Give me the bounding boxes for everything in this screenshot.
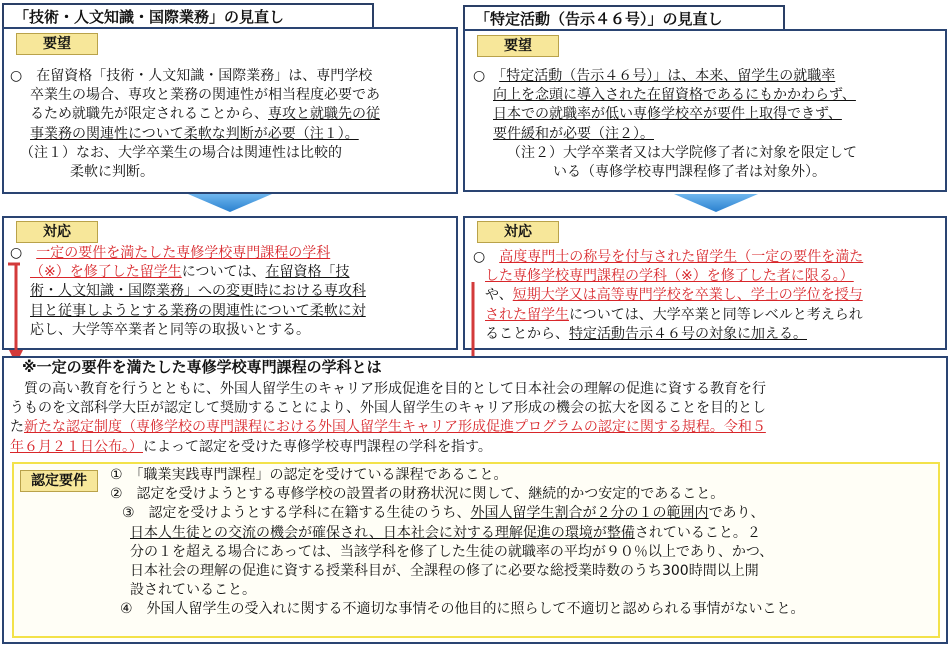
requirement-item-3c: であり、 — [708, 505, 765, 522]
right-response-tag: 対応 — [477, 221, 559, 243]
requirement-item-3h: 設されていること。 — [130, 582, 256, 599]
left-request-note: （注１）なお、大学卒業生の場合は関連性は比較的 — [20, 144, 342, 161]
left-response-line-5: 応し、大学等卒業者と同等の取扱いとする。 — [30, 321, 310, 338]
left-response-line-2b: については、 — [181, 264, 266, 281]
right-request-line-1: 「特定活動（告示４６号）」は、本来、留学生の就職率 — [499, 68, 836, 84]
left-response-box — [2, 216, 458, 350]
right-response-line-5a: ることから、 — [485, 325, 569, 342]
requirement-item-3d: 日本人生徒との交流の機会が確保され、日本社会に対する理解促進の環境が整備 — [130, 524, 635, 541]
right-response-line-5b: 特定活動告示４６号の対象に加える。 — [569, 325, 807, 342]
right-title: 「特定活動（告示４６号）」の見直し — [463, 5, 785, 29]
left-response-bullet: ○ — [10, 245, 37, 261]
requirement-item-4: ④ 外国人留学生の受入れに関する不適切な事情その他目的に照らして不適切と認められる事情がないこと。 — [120, 601, 805, 618]
right-request-bullet: ○ — [473, 68, 500, 84]
left-response-tag: 対応 — [16, 221, 98, 243]
requirements-tag: 認定要件 — [20, 470, 98, 492]
definition-line-1: 質の高い教育を行うとともに、外国人留学生のキャリア形成促進を目的として日本社会の理解の促進に資する教育を行 — [10, 381, 766, 397]
requirement-item-3f: 分の１を超える場合にあっては、当該学科を修了した生徒の就職率の平均が９０％以上であり、かつ、 — [130, 543, 774, 560]
left-request-line-1: ○ 在留資格「技術・人文知識・国際業務」は、専門学校 — [10, 68, 373, 84]
right-request-line-2: 向上を念頭に導入された在留資格であるにもかかわらず、 — [493, 87, 856, 104]
requirement-item-2: ② 認定を受けようとする専修学校の設置者の財務状況に関して、継続的かつ安定的であること。 — [110, 486, 725, 503]
right-down-arrow-icon — [674, 194, 758, 214]
definition-line-2: うものを文部科学大臣が認定して奨励することにより、外国人留学生のキャリア形成の機会の拡大を図ることを目的とし — [10, 400, 766, 417]
definition-line-3b: 新たな認定制度（専修学校の専門課程における外国人留学生キャリア形成促進プログラムの認定に関する規程。令和５ — [24, 419, 766, 436]
definition-line-4a: 年６月２１日公布。） — [10, 438, 143, 455]
definition-line-3a: た — [10, 419, 24, 436]
right-response-bullet: ○ — [473, 249, 500, 265]
right-response-line-4b: については、大学卒業と同等レベルと考えられ — [569, 306, 863, 323]
right-request-tag: 要望 — [477, 35, 559, 57]
left-response-line-1: 一定の要件を満たした専修学校専門課程の学科 — [36, 245, 331, 261]
right-request-box — [463, 29, 947, 192]
right-response-line-4a: された留学生 — [485, 306, 569, 323]
right-response-line-3a: や、 — [485, 287, 513, 304]
left-request-line-4: 事業務の関連性について柔軟な判断が必要（注１）。 — [30, 125, 359, 142]
left-request-box — [2, 27, 458, 194]
left-request-line-3: るため就職先が限定されることから、 — [30, 106, 268, 123]
requirement-item-3g: 日本社会の理解の促進に資する授業科目が、全課程の修了に必要な総授業時数のうち300時間以上開 — [130, 563, 759, 580]
definition-line-4b: によって認定を受けた専修学校専門課程の学科を指す。 — [143, 438, 492, 455]
left-response-line-4: 目と従事しようとする業務の関連性について柔軟に対 — [30, 302, 366, 319]
requirement-item-3b: 外国人留学生割合が２分の１の範囲内 — [470, 505, 709, 522]
definition-box — [2, 356, 948, 644]
right-response-line-2: した専修学校専門課程の学科（※）を修了した者に限る。） — [485, 268, 854, 285]
left-title: 「技術・人文知識・国際業務」の見直し — [2, 3, 374, 27]
left-request-line-3b: 専攻と就職先の従 — [268, 106, 380, 123]
requirement-item-3a: ③ 認定を受けようとする学科に在籍する生徒のうち、 — [122, 505, 471, 522]
right-request-line-3: 日本での就職率が低い専修学校卒が要件上取得できず、 — [493, 106, 842, 123]
left-response-line-2: （※）を修了した留学生 — [30, 264, 182, 281]
left-response-line-3: 術・人文知識・国際業務」への変更時における専攻科 — [30, 283, 366, 300]
right-request-line-4: 要件緩和が必要（注２）。 — [493, 125, 654, 142]
left-down-arrow-icon — [188, 194, 272, 214]
left-request-note-2: 柔軟に判断。 — [70, 164, 154, 181]
requirement-item-3e: されていること。２ — [634, 524, 761, 541]
right-request-note-2: いる（専修学校専門課程修了者は対象外）。 — [553, 164, 826, 181]
left-request-line-2: 卒業生の場合、専攻と業務の関連性が相当程度必要であ — [30, 87, 380, 104]
left-red-connector-arrow-icon — [6, 262, 30, 366]
right-response-line-1: 高度専門士の称号を付与された留学生（一定の要件を満た — [499, 249, 864, 265]
left-request-tag: 要望 — [16, 33, 98, 55]
right-request-note: （注２）大学卒業者又は大学院修了者に対象を限定して — [507, 144, 857, 161]
right-response-box — [463, 216, 947, 350]
requirement-item-1: ① 「職業実践専門課程」の認定を受けている課程であること。 — [110, 467, 508, 483]
requirements-box — [12, 462, 940, 638]
right-response-line-3b: 短期大学又は高等専門学校を卒業し、学士の学位を授与 — [512, 287, 863, 304]
left-response-line-2c: 在留資格「技 — [265, 264, 350, 281]
definition-heading: ※一定の要件を満たした専修学校専門課程の学科とは — [22, 358, 382, 376]
